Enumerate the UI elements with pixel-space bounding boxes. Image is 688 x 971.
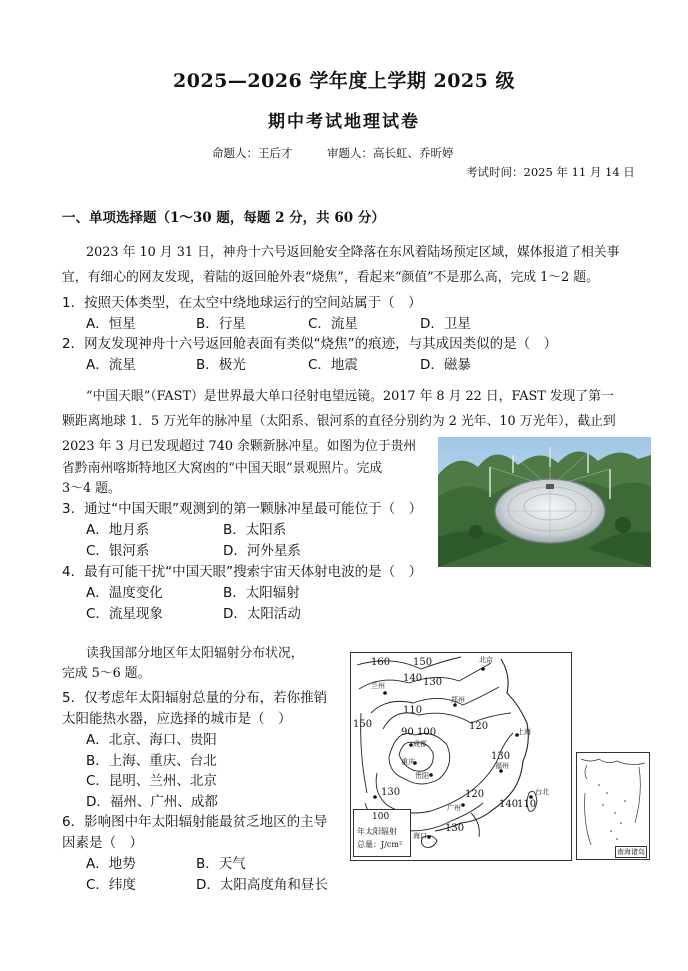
passage2-line5: 3～4 题。 — [62, 481, 121, 496]
iso-label: 140 — [403, 673, 423, 684]
solar-radiation-map — [350, 652, 572, 861]
legend-unit: 总量：J/cm² — [357, 840, 403, 849]
exam-title: 2025—2026 学年度上学期 2025 级 — [173, 70, 515, 92]
question-1-option-b: B．行星 — [196, 316, 246, 332]
question-6-option-c: C．纬度 — [86, 877, 136, 893]
city-label: 北京 — [479, 656, 493, 664]
city-label: 台北 — [535, 788, 549, 796]
question-2-option-b: B．极光 — [196, 357, 246, 373]
city-label: 海口 — [413, 832, 427, 840]
inset-label: 南海诸岛 — [617, 848, 645, 856]
question-4-option-c: C．流星现象 — [86, 606, 163, 622]
map-legend — [353, 809, 411, 857]
iso-label: 100 — [417, 727, 437, 738]
fast-telescope-photo — [438, 437, 651, 567]
city-label: 福州 — [495, 762, 509, 770]
passage2-line4: 省黔南州喀斯特地区大窝凼的“中国天眼”景观照片。完成 — [62, 461, 383, 476]
city-label: 重庆 — [401, 758, 415, 766]
question-5-stem-line1: 5．仅考虑年太阳辐射总量的分布，若你推销 — [62, 690, 328, 706]
legend-title: 年太阳辐射 — [357, 827, 397, 836]
question-5-option-c: C．昆明、兰州、北京 — [86, 773, 217, 789]
iso-label: 150 — [353, 719, 373, 730]
city-label: 成都 — [413, 740, 427, 748]
question-4-option-a: A．温度变化 — [86, 585, 163, 601]
section-heading: 一、单项选择题（1～30 题，每题 2 分，共 60 分） — [62, 210, 385, 226]
iso-label: 120 — [465, 789, 485, 800]
city-label: 上海 — [517, 728, 531, 736]
question-6-stem-line1: 6．影响图中年太阳辐射能最贫乏地区的主导 — [62, 814, 328, 830]
exam-authors: 命题人：王后才 审题人：高长虹、乔昕婷 — [212, 146, 454, 160]
question-6-option-b: B．天气 — [196, 856, 246, 872]
question-6-option-d: D．太阳高度角和昼长 — [196, 877, 328, 893]
iso-label: 90 — [401, 727, 414, 738]
question-2-option-c: C．地震 — [308, 357, 358, 373]
question-4-stem: 4．最有可能干扰“中国天眼”搜索宇宙天体射电波的是（ ） — [62, 564, 423, 580]
question-2-option-d: D．磁暴 — [420, 357, 471, 373]
iso-label: 130 — [445, 823, 465, 834]
iso-label: 130 — [491, 751, 511, 762]
question-3-option-c: C．银河系 — [86, 543, 150, 559]
passage3-line1: 读我国部分地区年太阳辐射分布状况， — [86, 646, 304, 661]
iso-label: 130 — [381, 787, 401, 798]
city-label: 贵阳 — [415, 772, 429, 780]
question-1-option-d: D．卫星 — [420, 316, 471, 332]
question-3-option-d: D．河外星系 — [223, 543, 301, 559]
south-china-sea-inset — [576, 752, 650, 860]
passage3-line2: 完成 5～6 题。 — [62, 666, 151, 681]
iso-label: 140 — [499, 799, 519, 810]
passage1-line2: 宜，有细心的网友发现，着陆的返回舱外表“烧焦”，看起来“颜值”不是那么高，完成 1～2 题。 — [62, 270, 599, 285]
passage2-line1: “中国天眼”（FAST）是世界最大单口径射电望远镜。2017 年 8 月 22 日，FAST 发现了第一 — [86, 389, 614, 404]
iso-label: 110 — [517, 799, 537, 810]
passage1-line1: 2023 年 10 月 31 日，神舟十六号返回舱安全降落在东风着陆场预定区域，媒体报道了相关事 — [86, 245, 620, 260]
question-6-option-a: A．地势 — [86, 856, 136, 872]
iso-label: 120 — [469, 721, 489, 732]
legend-value: 100 — [372, 812, 390, 822]
passage2-line3: 2023 年 3 月已发现超过 740 余颗新脉冲星。如图为位于贵州 — [62, 439, 417, 454]
question-2-option-a: A．流星 — [86, 357, 136, 373]
question-2-stem: 2．网友发现神舟十六号返回舱表面有类似“烧焦”的痕迹，与其成因类似的是（ ） — [62, 336, 558, 352]
question-1-option-a: A．恒星 — [86, 316, 136, 332]
exam-time: 考试时间：2025 年 11 月 14 日 — [466, 165, 635, 179]
question-5-stem-line2: 太阳能热水器，应选择的城市是（ ） — [62, 711, 292, 727]
question-4-option-b: B．太阳辐射 — [223, 585, 300, 601]
iso-label: 130 — [423, 677, 443, 688]
iso-label: 160 — [371, 657, 391, 668]
question-1-stem: 1．按照天体类型，在太空中绕地球运行的空间站属于（ ） — [62, 295, 422, 311]
question-3-option-a: A．地月系 — [86, 522, 150, 538]
exam-subtitle: 期中考试地理试卷 — [268, 112, 420, 132]
question-3-option-b: B．太阳系 — [223, 522, 287, 538]
passage2-line2: 颗距离地球 1．5 万光年的脉冲星（太阳系、银河系的直径分别约为 2 光年、10 万光年），截止到 — [62, 414, 616, 429]
city-label: 郑州 — [451, 696, 465, 704]
iso-label: 110 — [403, 705, 423, 716]
question-5-option-b: B．上海、重庆、台北 — [86, 753, 217, 769]
question-3-stem: 3．通过“中国天眼”观测到的第一颗脉冲星最可能位于（ ） — [62, 501, 423, 517]
city-label: 兰州 — [371, 682, 385, 690]
city-label: 广州 — [447, 804, 461, 812]
iso-label: 150 — [413, 657, 433, 668]
question-5-option-d: D．福州、广州、成都 — [86, 794, 218, 810]
question-4-option-d: D．太阳活动 — [223, 606, 301, 622]
question-5-option-a: A．北京、海口、贵阳 — [86, 732, 217, 748]
question-6-stem-line2: 因素是（ ） — [62, 835, 143, 851]
question-1-option-c: C．流星 — [308, 316, 358, 332]
